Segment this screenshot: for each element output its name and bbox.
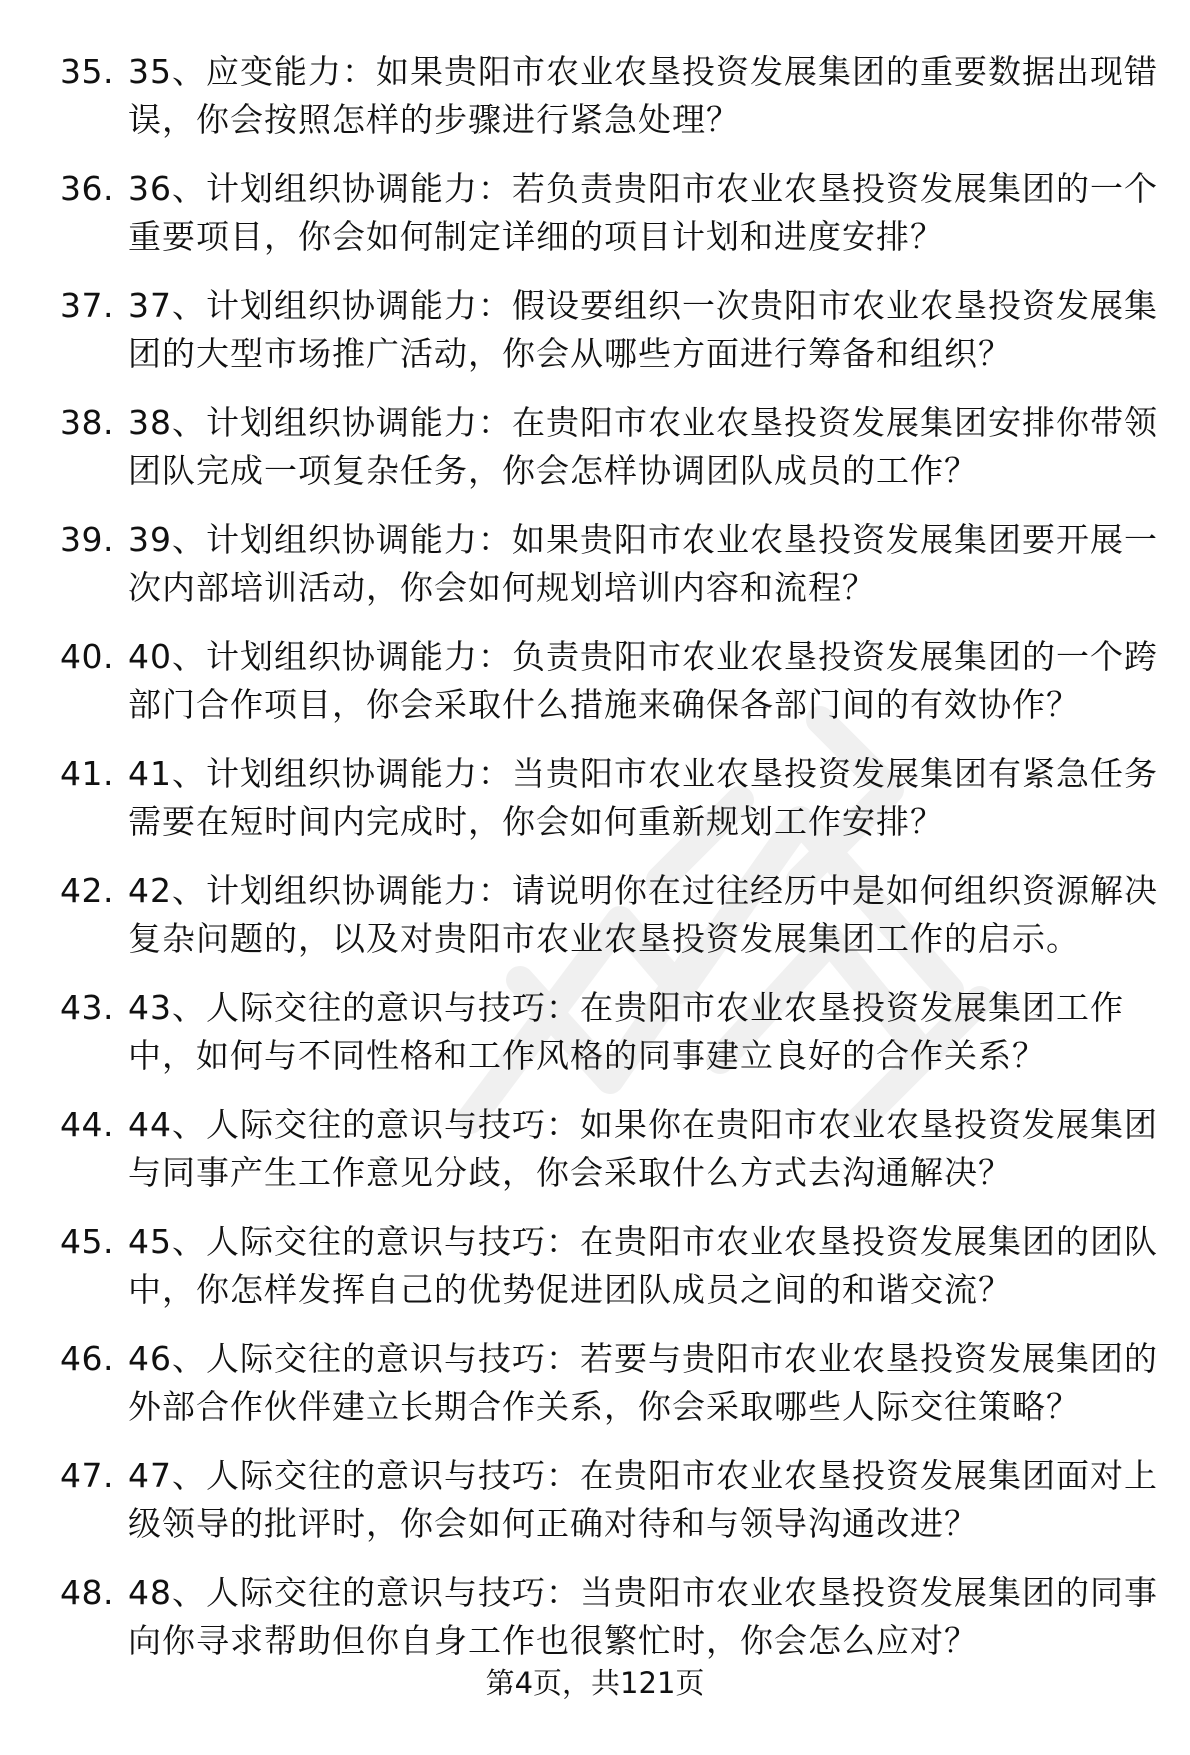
question-text: 41、计划组织协调能力：当贵阳市农业农垦投资发展集团有紧急任务需要在短时间内完成时，你会如何重新规划工作安排？ — [128, 754, 1158, 841]
question-number: 36. — [60, 169, 114, 208]
question-item — [60, 1218, 1160, 1314]
question-number: 45. — [60, 1222, 114, 1261]
question-text: 44、人际交往的意识与技巧：如果你在贵阳市农业农垦投资发展集团与同事产生工作意见分歧，你会采取什么方式去沟通解决？ — [128, 1105, 1158, 1192]
question-list — [60, 48, 1160, 1686]
question-text: 37、计划组织协调能力：假设要组织一次贵阳市农业农垦投资发展集团的大型市场推广活动，你会从哪些方面进行筹备和组织？ — [128, 286, 1158, 373]
question-number: 41. — [60, 754, 114, 793]
question-item — [60, 1452, 1160, 1548]
question-text: 43、人际交往的意识与技巧：在贵阳市农业农垦投资发展集团工作中，如何与不同性格和工作风格的同事建立良好的合作关系？ — [128, 988, 1124, 1075]
question-text: 48、人际交往的意识与技巧：当贵阳市农业农垦投资发展集团的同事向你寻求帮助但你自身工作也很繁忙时，你会怎么应对？ — [128, 1573, 1158, 1660]
question-number: 42. — [60, 871, 114, 910]
question-text: 39、计划组织协调能力：如果贵阳市农业农垦投资发展集团要开展一次内部培训活动，你会如何规划培训内容和流程？ — [128, 520, 1158, 607]
question-number: 47. — [60, 1456, 114, 1495]
question-item — [60, 984, 1160, 1080]
question-number: 43. — [60, 988, 114, 1027]
question-item — [60, 1101, 1160, 1197]
question-number: 35. — [60, 52, 114, 91]
question-number: 39. — [60, 520, 114, 559]
question-text: 36、计划组织协调能力：若负责贵阳市农业农垦投资发展集团的一个重要项目，你会如何制定详细的项目计划和进度安排？ — [128, 169, 1158, 256]
question-text: 46、人际交往的意识与技巧：若要与贵阳市农业农垦投资发展集团的外部合作伙伴建立长期合作关系，你会采取哪些人际交往策略？ — [128, 1339, 1158, 1426]
question-text: 42、计划组织协调能力：请说明你在过往经历中是如何组织资源解决复杂问题的，以及对贵阳市农业农垦投资发展集团工作的启示。 — [128, 871, 1158, 958]
page-footer: 第4页，共121页 — [485, 1666, 705, 1700]
question-item — [60, 516, 1160, 612]
question-item — [60, 282, 1160, 378]
question-number: 44. — [60, 1105, 114, 1144]
question-item — [60, 165, 1160, 261]
question-item — [60, 1569, 1160, 1665]
question-text: 47、人际交往的意识与技巧：在贵阳市农业农垦投资发展集团面对上级领导的批评时，你会如何正确对待和与领导沟通改进？ — [128, 1456, 1158, 1543]
question-text: 40、计划组织协调能力：负责贵阳市农业农垦投资发展集团的一个跨部门合作项目，你会采取什么措施来确保各部门间的有效协作？ — [128, 637, 1158, 724]
question-number: 38. — [60, 403, 114, 442]
question-item — [60, 48, 1160, 144]
question-text: 45、人际交往的意识与技巧：在贵阳市农业农垦投资发展集团的团队中，你怎样发挥自己的优势促进团队成员之间的和谐交流？ — [128, 1222, 1158, 1309]
question-item — [60, 867, 1160, 963]
question-item — [60, 1335, 1160, 1431]
question-number: 46. — [60, 1339, 114, 1378]
question-item — [60, 399, 1160, 495]
question-text: 38、计划组织协调能力：在贵阳市农业农垦投资发展集团安排你带领团队完成一项复杂任务，你会怎样协调团队成员的工作？ — [128, 403, 1158, 490]
question-item — [60, 633, 1160, 729]
question-number: 48. — [60, 1573, 114, 1612]
question-number: 37. — [60, 286, 114, 325]
question-item — [60, 750, 1160, 846]
question-text: 35、应变能力：如果贵阳市农业农垦投资发展集团的重要数据出现错误，你会按照怎样的步骤进行紧急处理？ — [128, 52, 1158, 139]
question-number: 40. — [60, 637, 114, 676]
